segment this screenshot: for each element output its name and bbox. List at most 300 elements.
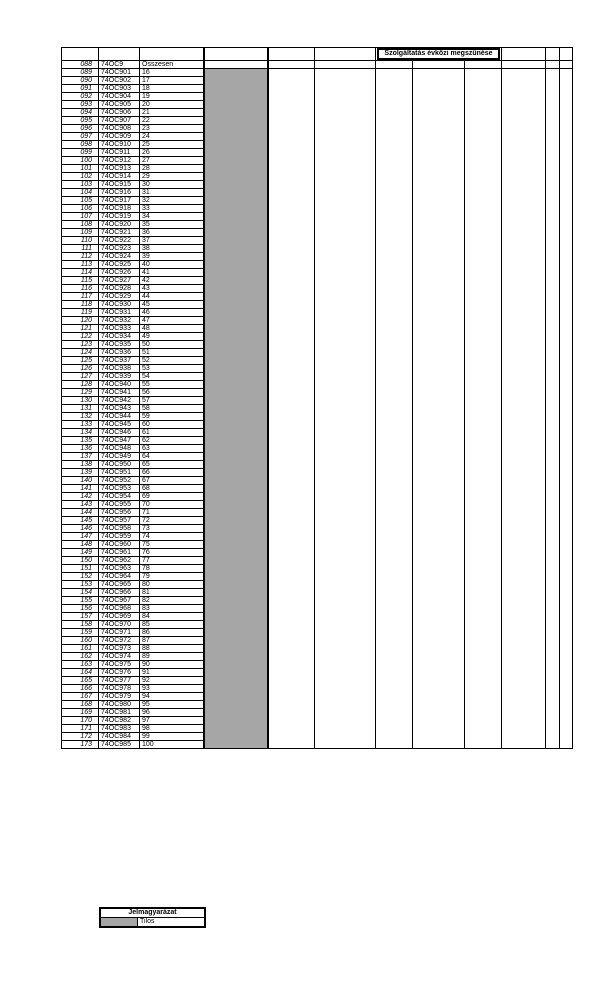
cell <box>315 261 376 269</box>
row-value: 25 <box>140 141 204 149</box>
cell <box>315 213 376 221</box>
cell <box>502 549 546 557</box>
cell <box>315 589 376 597</box>
cell <box>502 485 546 493</box>
cell <box>465 629 502 637</box>
row-number: 137 <box>62 453 99 461</box>
legend-label-forbidden: Tilos <box>138 918 206 928</box>
cell <box>465 685 502 693</box>
row-number: 117 <box>62 293 99 301</box>
cell <box>376 445 413 453</box>
table-row <box>62 261 573 269</box>
cell <box>465 653 502 661</box>
forbidden-cell <box>204 197 268 205</box>
cell <box>465 189 502 197</box>
cell <box>546 101 560 109</box>
row-number: 138 <box>62 461 99 469</box>
table-row <box>62 133 573 141</box>
cell <box>560 189 573 197</box>
cell <box>376 413 413 421</box>
cell <box>268 461 315 469</box>
cell <box>502 229 546 237</box>
cell <box>546 565 560 573</box>
cell <box>465 365 502 373</box>
row-code: 74OC935 <box>99 341 140 349</box>
row-code: 74OC919 <box>99 213 140 221</box>
row-code: 74OC930 <box>99 301 140 309</box>
row-code: 74OC979 <box>99 693 140 701</box>
row-code: 74OC916 <box>99 189 140 197</box>
cell <box>413 333 465 341</box>
row-value: 90 <box>140 661 204 669</box>
cell <box>376 221 413 229</box>
cell <box>546 253 560 261</box>
table-row <box>62 517 573 525</box>
row-code: 74OC954 <box>99 493 140 501</box>
cell <box>560 685 573 693</box>
row-value: 71 <box>140 509 204 517</box>
cell <box>268 589 315 597</box>
forbidden-cell <box>204 133 268 141</box>
cell <box>376 85 413 93</box>
cell <box>376 117 413 125</box>
cell <box>315 613 376 621</box>
cell <box>465 317 502 325</box>
cell <box>502 165 546 173</box>
table-row <box>62 293 573 301</box>
table-row <box>62 461 573 469</box>
row-value: 23 <box>140 125 204 133</box>
cell <box>413 117 465 125</box>
cell <box>268 277 315 285</box>
cell <box>546 413 560 421</box>
cell <box>560 541 573 549</box>
row-code: 74OC907 <box>99 117 140 125</box>
cell <box>268 325 315 333</box>
cell <box>560 437 573 445</box>
table-row <box>62 509 573 517</box>
forbidden-cell <box>204 429 268 437</box>
cell <box>560 101 573 109</box>
cell <box>268 445 315 453</box>
cell <box>413 565 465 573</box>
cell <box>268 477 315 485</box>
cell <box>315 349 376 357</box>
table-row <box>62 653 573 661</box>
cell <box>546 189 560 197</box>
cell <box>268 301 315 309</box>
row-number: 132 <box>62 413 99 421</box>
row-code: 74OC980 <box>99 701 140 709</box>
cell <box>560 245 573 253</box>
cell <box>560 469 573 477</box>
cell <box>465 437 502 445</box>
row-number: 089 <box>62 69 99 77</box>
table-row <box>62 357 573 365</box>
cell <box>560 125 573 133</box>
cell <box>502 685 546 693</box>
forbidden-cell <box>204 165 268 173</box>
cell <box>502 597 546 605</box>
cell <box>465 93 502 101</box>
cell <box>376 677 413 685</box>
cell <box>546 469 560 477</box>
table-row <box>62 69 573 77</box>
row-number: 098 <box>62 141 99 149</box>
forbidden-cell <box>204 117 268 125</box>
cell <box>502 93 546 101</box>
forbidden-cell <box>204 685 268 693</box>
cell <box>376 589 413 597</box>
row-code: 74OC937 <box>99 357 140 365</box>
cell <box>502 197 546 205</box>
cell <box>546 149 560 157</box>
row-number: 142 <box>62 493 99 501</box>
cell <box>546 349 560 357</box>
cell <box>315 285 376 293</box>
cell <box>546 293 560 301</box>
cell <box>502 677 546 685</box>
cell <box>268 125 315 133</box>
row-number: 164 <box>62 669 99 677</box>
cell <box>376 405 413 413</box>
cell <box>502 317 546 325</box>
cell <box>268 381 315 389</box>
cell <box>268 205 315 213</box>
table-row <box>62 549 573 557</box>
row-value: 19 <box>140 93 204 101</box>
cell <box>560 157 573 165</box>
forbidden-cell <box>204 501 268 509</box>
cell <box>315 245 376 253</box>
row-value: 44 <box>140 293 204 301</box>
cell <box>376 93 413 101</box>
row-value: 24 <box>140 133 204 141</box>
cell <box>315 109 376 117</box>
cell <box>546 621 560 629</box>
cell <box>546 213 560 221</box>
cell <box>315 325 376 333</box>
cell <box>376 509 413 517</box>
row-label: Összesen <box>140 61 204 69</box>
cell <box>413 469 465 477</box>
row-code: 74OC936 <box>99 349 140 357</box>
table-row <box>62 149 573 157</box>
header-cell <box>315 48 376 61</box>
cell <box>560 117 573 125</box>
cell <box>465 181 502 189</box>
cell <box>560 109 573 117</box>
cell <box>376 613 413 621</box>
cell <box>268 93 315 101</box>
cell <box>268 653 315 661</box>
cell <box>502 341 546 349</box>
cell <box>376 101 413 109</box>
row-value: 47 <box>140 317 204 325</box>
forbidden-cell <box>204 541 268 549</box>
cell <box>546 733 560 741</box>
row-number: 140 <box>62 477 99 485</box>
cell <box>546 485 560 493</box>
row-number: 114 <box>62 269 99 277</box>
cell <box>546 557 560 565</box>
cell <box>376 709 413 717</box>
cell <box>502 221 546 229</box>
row-value: 97 <box>140 717 204 725</box>
row-number: 161 <box>62 645 99 653</box>
row-code: 74OC923 <box>99 245 140 253</box>
forbidden-cell <box>204 293 268 301</box>
cell <box>376 485 413 493</box>
table-row <box>62 229 573 237</box>
cell <box>376 477 413 485</box>
table-row <box>62 181 573 189</box>
row-code: 74OC961 <box>99 549 140 557</box>
row-value: 42 <box>140 277 204 285</box>
forbidden-cell <box>204 325 268 333</box>
row-value: 61 <box>140 429 204 437</box>
forbidden-cell <box>204 693 268 701</box>
cell <box>465 613 502 621</box>
total-row <box>62 61 573 69</box>
cell <box>376 333 413 341</box>
cell <box>376 469 413 477</box>
row-number: 123 <box>62 341 99 349</box>
cell <box>560 597 573 605</box>
cell <box>376 141 413 149</box>
cell <box>502 69 546 77</box>
cell <box>315 389 376 397</box>
cell <box>560 325 573 333</box>
cell <box>502 349 546 357</box>
forbidden-cell <box>204 397 268 405</box>
cell <box>376 685 413 693</box>
cell <box>465 725 502 733</box>
cell <box>376 213 413 221</box>
cell <box>413 629 465 637</box>
row-code: 74OC906 <box>99 109 140 117</box>
row-value: 54 <box>140 373 204 381</box>
cell <box>546 157 560 165</box>
row-code: 74OC965 <box>99 581 140 589</box>
cell <box>376 637 413 645</box>
cell <box>268 413 315 421</box>
cell <box>376 645 413 653</box>
cell <box>268 597 315 605</box>
cell <box>560 253 573 261</box>
cell <box>315 341 376 349</box>
table-row <box>62 317 573 325</box>
cell <box>413 261 465 269</box>
row-code: 74OC984 <box>99 733 140 741</box>
cell <box>315 85 376 93</box>
table-row <box>62 421 573 429</box>
table-row <box>62 613 573 621</box>
cell <box>376 261 413 269</box>
cell <box>315 181 376 189</box>
row-code: 74OC982 <box>99 717 140 725</box>
row-value: 22 <box>140 117 204 125</box>
cell <box>465 173 502 181</box>
cell <box>502 325 546 333</box>
cell <box>502 725 546 733</box>
cell <box>413 325 465 333</box>
cell <box>376 621 413 629</box>
cell <box>413 157 465 165</box>
cell <box>560 661 573 669</box>
cell <box>268 693 315 701</box>
cell <box>413 173 465 181</box>
cell <box>465 285 502 293</box>
row-value: 26 <box>140 149 204 157</box>
cell <box>268 341 315 349</box>
cell <box>413 445 465 453</box>
cell <box>376 77 413 85</box>
cell <box>560 69 573 77</box>
row-number: 120 <box>62 317 99 325</box>
row-code: 74OC970 <box>99 621 140 629</box>
cell <box>376 173 413 181</box>
forbidden-cell <box>204 109 268 117</box>
row-number: 124 <box>62 349 99 357</box>
cell <box>546 509 560 517</box>
row-number: 144 <box>62 509 99 517</box>
cell <box>376 293 413 301</box>
table-row <box>62 309 573 317</box>
row-value: 88 <box>140 645 204 653</box>
row-code: 74OC948 <box>99 445 140 453</box>
cell <box>546 589 560 597</box>
cell <box>413 317 465 325</box>
cell <box>413 733 465 741</box>
cell <box>376 461 413 469</box>
cell <box>376 229 413 237</box>
cell <box>268 221 315 229</box>
cell <box>413 613 465 621</box>
cell <box>502 453 546 461</box>
table-row <box>62 189 573 197</box>
row-value: 86 <box>140 629 204 637</box>
row-value: 16 <box>140 69 204 77</box>
cell <box>268 701 315 709</box>
row-value: 99 <box>140 733 204 741</box>
forbidden-cell <box>204 269 268 277</box>
cell <box>502 269 546 277</box>
cell <box>502 189 546 197</box>
cell <box>560 181 573 189</box>
row-code: 74OC958 <box>99 525 140 533</box>
cell <box>268 709 315 717</box>
header-row <box>62 48 573 61</box>
cell <box>546 125 560 133</box>
cell <box>502 621 546 629</box>
cell <box>268 669 315 677</box>
cell <box>546 445 560 453</box>
row-value: 35 <box>140 221 204 229</box>
row-code: 74OC963 <box>99 565 140 573</box>
row-value: 72 <box>140 517 204 525</box>
row-number: 119 <box>62 309 99 317</box>
cell <box>268 453 315 461</box>
table-row <box>62 373 573 381</box>
cell <box>413 381 465 389</box>
row-number: 163 <box>62 661 99 669</box>
cell <box>315 693 376 701</box>
cell <box>413 549 465 557</box>
cell <box>465 261 502 269</box>
cell <box>546 173 560 181</box>
cell <box>546 437 560 445</box>
cell <box>502 149 546 157</box>
cell <box>413 309 465 317</box>
row-code: 74OC943 <box>99 405 140 413</box>
row-value: 62 <box>140 437 204 445</box>
table-row <box>62 493 573 501</box>
cell <box>560 485 573 493</box>
row-code: 74OC968 <box>99 605 140 613</box>
cell <box>465 405 502 413</box>
cell <box>376 253 413 261</box>
forbidden-cell <box>204 533 268 541</box>
header-cell <box>204 48 268 61</box>
cell <box>413 85 465 93</box>
forbidden-cell <box>204 573 268 581</box>
cell <box>546 637 560 645</box>
cell <box>560 741 573 749</box>
header-cell <box>268 48 315 61</box>
cell <box>465 477 502 485</box>
cell <box>268 101 315 109</box>
table-row <box>62 525 573 533</box>
cell <box>268 549 315 557</box>
row-number: 146 <box>62 525 99 533</box>
cell <box>546 717 560 725</box>
cell <box>413 581 465 589</box>
cell <box>413 573 465 581</box>
cell <box>560 397 573 405</box>
cell <box>502 381 546 389</box>
cell <box>413 685 465 693</box>
cell <box>560 733 573 741</box>
row-number: 118 <box>62 301 99 309</box>
row-code: 74OC902 <box>99 77 140 85</box>
cell <box>502 101 546 109</box>
table-row <box>62 341 573 349</box>
cell <box>413 189 465 197</box>
cell <box>560 613 573 621</box>
forbidden-cell <box>204 309 268 317</box>
row-number: 097 <box>62 133 99 141</box>
cell <box>560 477 573 485</box>
cell <box>560 501 573 509</box>
forbidden-cell <box>204 333 268 341</box>
cell <box>465 541 502 549</box>
cell <box>315 173 376 181</box>
row-number: 171 <box>62 725 99 733</box>
cell <box>315 77 376 85</box>
cell <box>268 421 315 429</box>
row-number: 112 <box>62 253 99 261</box>
table-row <box>62 677 573 685</box>
cell <box>268 525 315 533</box>
row-number: 167 <box>62 693 99 701</box>
cell <box>502 133 546 141</box>
cell <box>376 269 413 277</box>
row-value: 83 <box>140 605 204 613</box>
cell <box>546 141 560 149</box>
cell <box>465 701 502 709</box>
forbidden-cell <box>204 461 268 469</box>
